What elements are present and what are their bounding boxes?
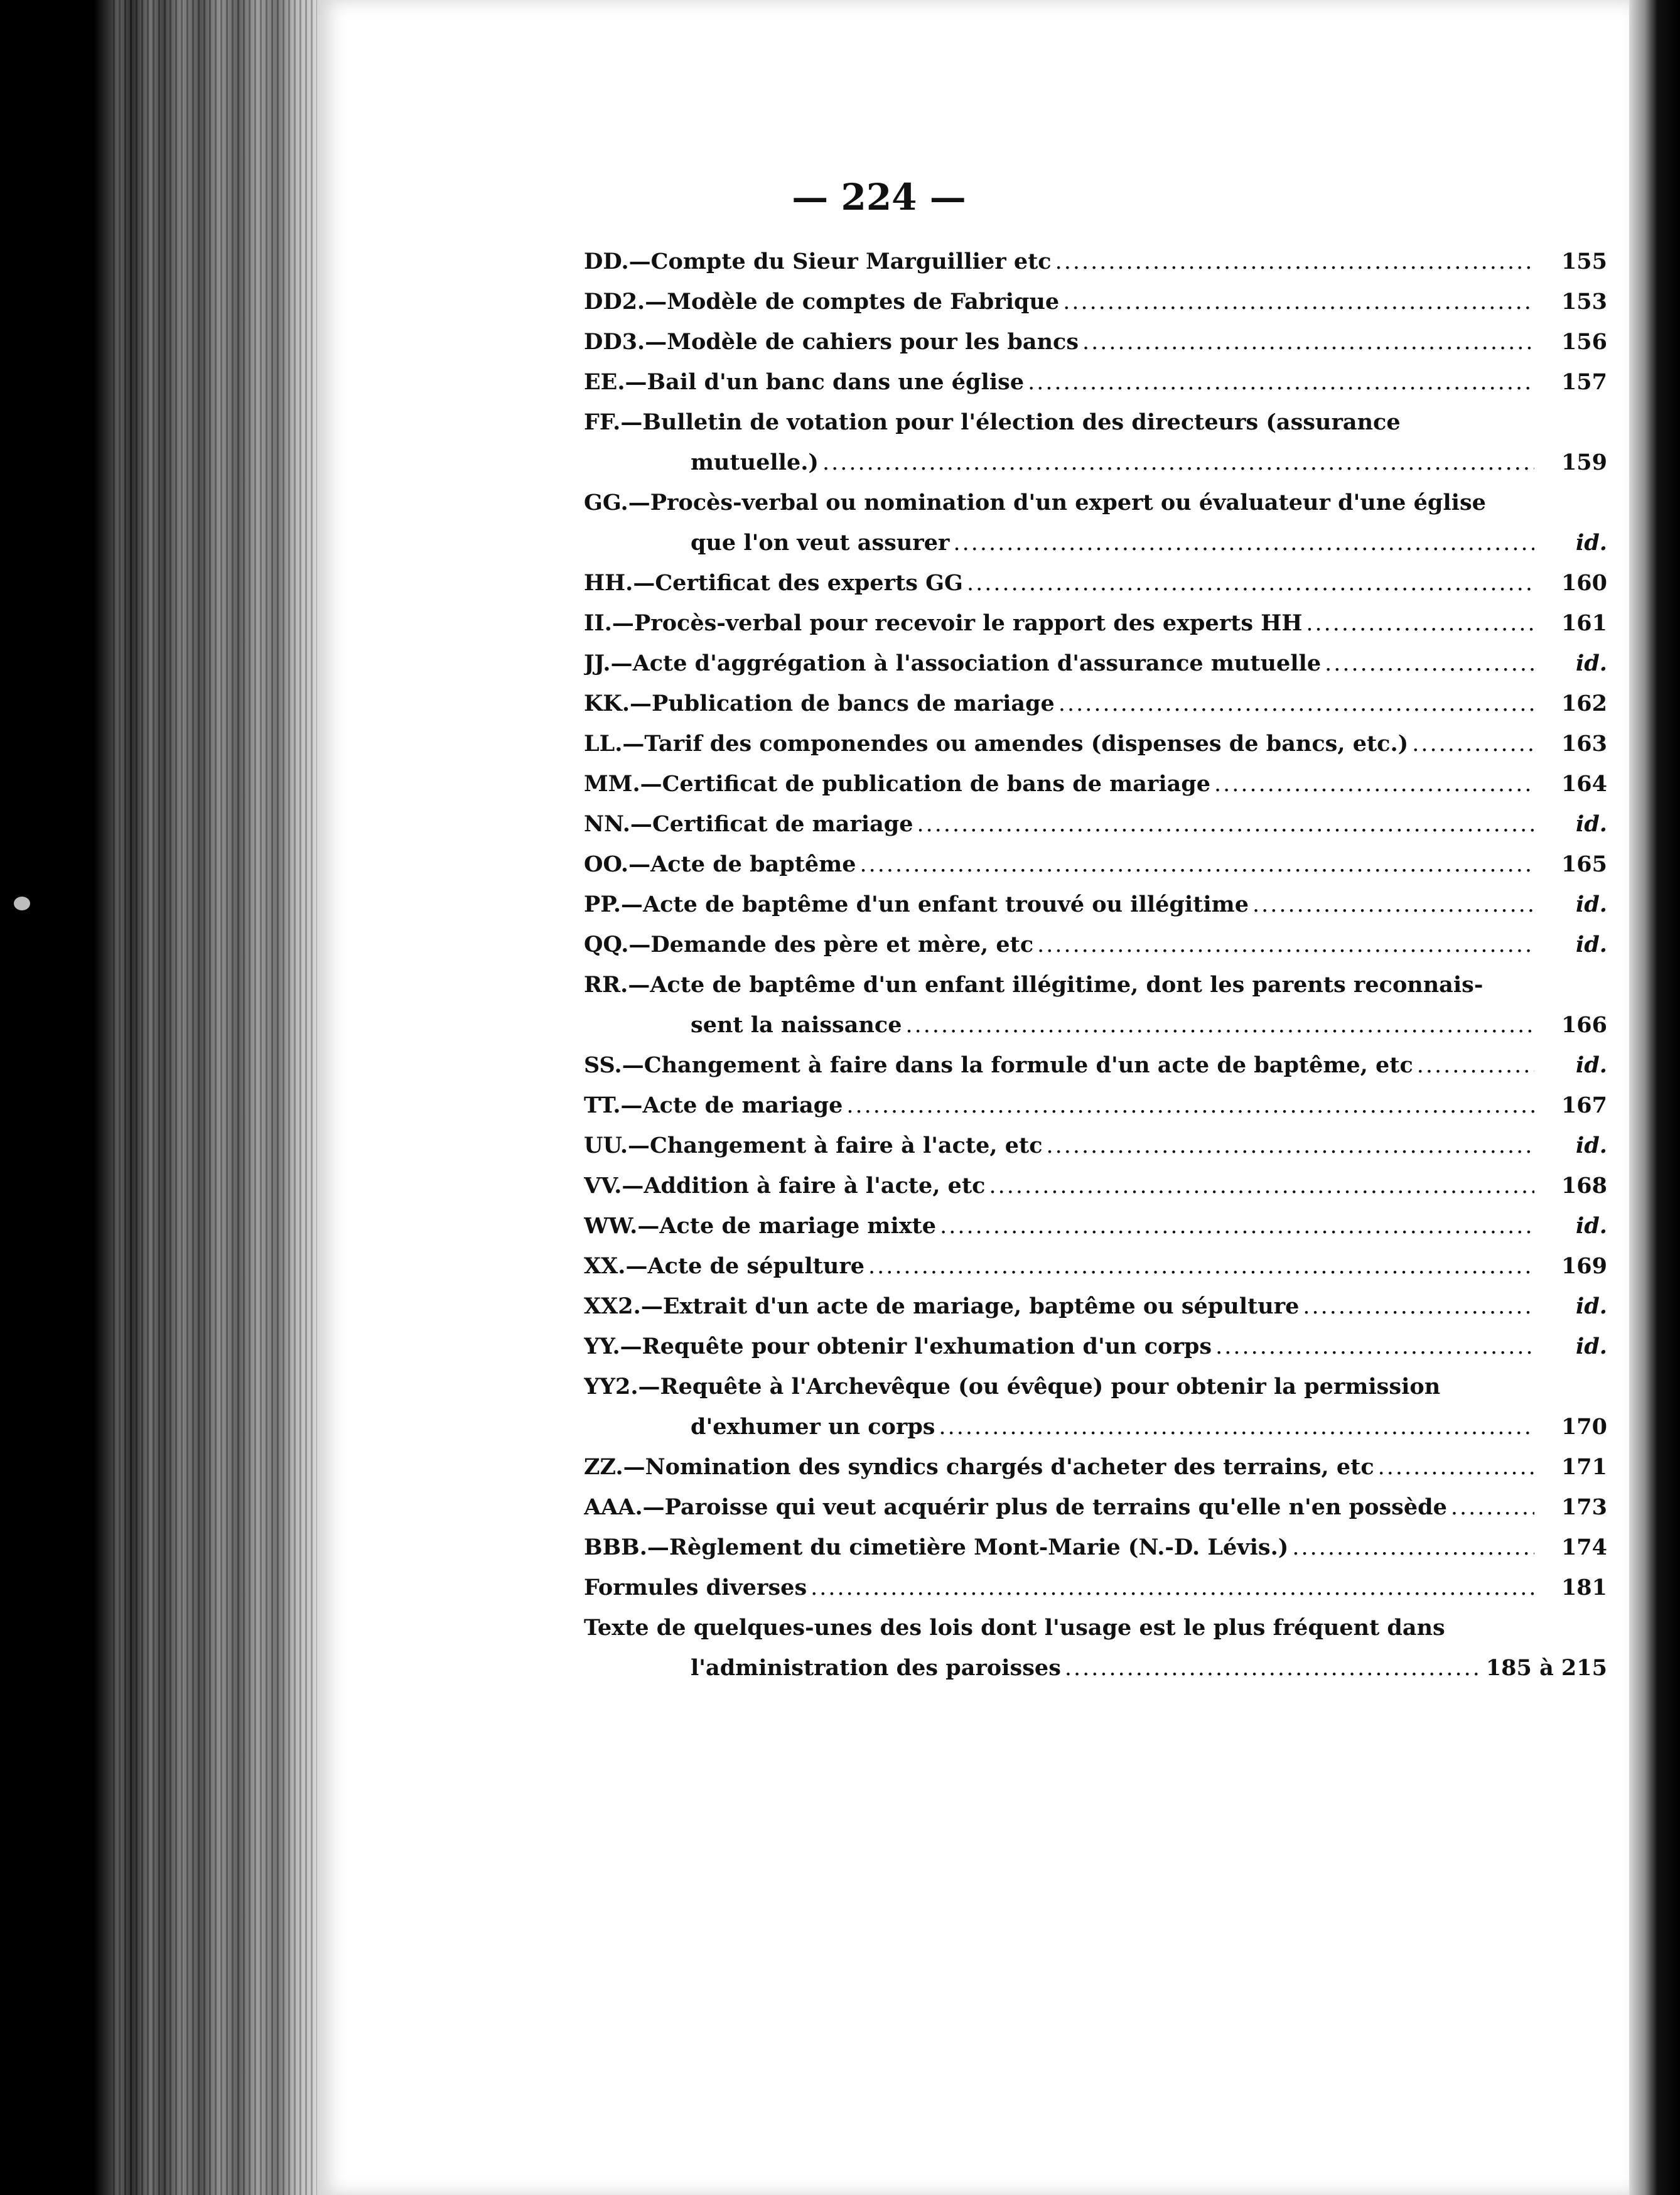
dot-leader xyxy=(846,1086,1534,1126)
dot-leader xyxy=(860,844,1535,885)
dot-leader xyxy=(1417,1045,1534,1086)
toc-entry xyxy=(584,1086,1607,1126)
dot-leader xyxy=(810,1568,1534,1608)
entry-page: 156 xyxy=(1561,329,1607,355)
toc-entry-line xyxy=(584,322,1607,362)
entry-code: KK.— xyxy=(584,691,652,716)
dot-leader xyxy=(822,443,1534,483)
toc-entry xyxy=(584,1206,1607,1246)
dot-leader xyxy=(1047,1126,1534,1166)
entry-code: QQ.— xyxy=(584,932,651,957)
entry-text: Requête à l'Archevêque (ou évêque) pour obtenir la permission xyxy=(660,1374,1441,1400)
dot-leader xyxy=(1378,1447,1534,1487)
entry-text: Bail d'un banc dans une église xyxy=(647,369,1025,395)
dot-leader xyxy=(1058,684,1534,724)
entry-page: 157 xyxy=(1561,369,1607,395)
dot-leader xyxy=(1325,644,1534,684)
entry-text: Extrait d'un acte de mariage, baptême ou sépulture xyxy=(662,1293,1300,1319)
toc-entry-line xyxy=(584,925,1607,965)
entry-text-continued: mutuelle.) xyxy=(691,450,819,475)
dot-leader xyxy=(1063,282,1534,322)
entry-text: Modèle de cahiers pour les bancs xyxy=(667,329,1079,355)
entry-page: 170 xyxy=(1561,1414,1607,1440)
entry-page: 153 xyxy=(1561,289,1607,315)
toc-entry-continuation xyxy=(584,523,1607,563)
toc-entry-line xyxy=(584,1487,1607,1528)
toc-entry xyxy=(584,282,1607,322)
entry-code: DD3.— xyxy=(584,329,667,355)
entry-text: Acte de baptême d'un enfant illégitime, dont les parents reconnais- xyxy=(650,972,1483,998)
toc-entry-line xyxy=(584,724,1607,764)
toc-entry-line xyxy=(584,844,1607,885)
entry-page: id. xyxy=(1576,1052,1607,1078)
entry-text: Acte de mariage mixte xyxy=(659,1213,937,1239)
entry-page: 185 à 215 xyxy=(1485,1655,1607,1681)
entry-page: 162 xyxy=(1561,691,1607,716)
toc-entry xyxy=(584,603,1607,644)
entry-code: WW.— xyxy=(584,1213,660,1239)
entry-code: SS.— xyxy=(584,1052,644,1078)
toc-entry xyxy=(584,563,1607,603)
toc-entry-line xyxy=(584,1246,1607,1286)
toc-entry xyxy=(584,804,1607,844)
entry-text: Formules diverses xyxy=(584,1575,807,1600)
entry-page: 160 xyxy=(1561,570,1607,596)
entry-code: UU.— xyxy=(584,1133,650,1158)
dot-leader xyxy=(1215,1327,1534,1367)
toc-entry-line xyxy=(584,1528,1607,1568)
entry-text-continued: que l'on veut assurer xyxy=(691,530,950,556)
toc-entry xyxy=(584,1447,1607,1487)
toc-entry-continuation xyxy=(584,1005,1607,1045)
entry-page: id. xyxy=(1576,892,1607,917)
dot-leader xyxy=(1303,1286,1534,1327)
toc-entry-line xyxy=(584,563,1607,603)
dot-leader xyxy=(1252,885,1534,925)
entry-code: EE.— xyxy=(584,369,647,395)
toc-entry-line xyxy=(584,965,1607,1005)
toc-entry xyxy=(584,1327,1607,1367)
dot-leader xyxy=(1065,1648,1478,1688)
toc-entry-line xyxy=(584,1327,1607,1367)
entry-text: Modèle de comptes de Fabrique xyxy=(667,289,1060,315)
entry-code: GG.— xyxy=(584,490,650,515)
dot-leader xyxy=(1214,764,1534,804)
toc-entry-line xyxy=(584,1166,1607,1206)
entry-code: ZZ.— xyxy=(584,1454,645,1480)
entry-text: Acte de sépulture xyxy=(647,1253,865,1279)
toc-entry xyxy=(584,925,1607,965)
entry-text: Certificat de publication de bans de mariage xyxy=(662,771,1211,797)
toc-entry xyxy=(584,322,1607,362)
entry-page: 165 xyxy=(1561,851,1607,877)
entry-text: Compte du Sieur Marguillier etc xyxy=(650,249,1052,274)
entry-page: 171 xyxy=(1561,1454,1607,1480)
entry-text: Certificat de mariage xyxy=(652,811,913,837)
toc-entry xyxy=(584,844,1607,885)
entry-page: 159 xyxy=(1561,450,1607,475)
dot-leader xyxy=(1037,925,1534,965)
entry-page: id. xyxy=(1576,650,1607,676)
page-number: — 224 — xyxy=(792,176,966,218)
entry-code: BBB.— xyxy=(584,1534,669,1560)
dot-leader xyxy=(917,804,1534,844)
entry-text: Paroisse qui veut acquérir plus de terrains qu'elle n'en possède xyxy=(664,1494,1447,1520)
toc-entry xyxy=(584,1045,1607,1086)
entry-page: 164 xyxy=(1561,771,1607,797)
entry-code: RR.— xyxy=(584,972,650,998)
page-edges xyxy=(113,0,320,2195)
entry-code: II.— xyxy=(584,610,634,636)
scan-blemish xyxy=(14,897,30,910)
entry-page: id. xyxy=(1576,932,1607,957)
entry-text: Tarif des componendes ou amendes (dispenses de bancs, etc.) xyxy=(644,731,1409,757)
toc-entry-line xyxy=(584,885,1607,925)
entry-page: id. xyxy=(1576,1293,1607,1319)
toc-entry-continuation xyxy=(584,1648,1607,1688)
toc-entry-line xyxy=(584,362,1607,402)
entry-code: YY.— xyxy=(584,1334,642,1359)
entry-page: 167 xyxy=(1561,1092,1607,1118)
toc-entry xyxy=(584,764,1607,804)
toc-entry xyxy=(584,1246,1607,1286)
entry-text: Acte de mariage xyxy=(642,1092,843,1118)
toc-entry-line xyxy=(584,1367,1607,1407)
toc-entry xyxy=(584,362,1607,402)
toc-entry xyxy=(584,724,1607,764)
dot-leader xyxy=(905,1005,1534,1045)
toc-entry xyxy=(584,483,1607,563)
toc-entry xyxy=(584,1166,1607,1206)
toc-entry-line xyxy=(584,1286,1607,1327)
dot-leader xyxy=(939,1407,1535,1447)
toc-entry xyxy=(584,1487,1607,1528)
toc-entry xyxy=(584,1528,1607,1568)
entry-page: 168 xyxy=(1561,1173,1607,1199)
toc-entry-line xyxy=(584,282,1607,322)
entry-page: 161 xyxy=(1561,610,1607,636)
entry-page: id. xyxy=(1576,1334,1607,1359)
entry-text-continued: l'administration des paroisses xyxy=(691,1655,1061,1681)
toc-entry xyxy=(584,644,1607,684)
entry-code: OO.— xyxy=(584,851,651,877)
entry-text-continued: sent la naissance xyxy=(691,1012,902,1038)
entry-page: 169 xyxy=(1561,1253,1607,1279)
toc-entry-line xyxy=(584,1126,1607,1166)
toc-entry xyxy=(584,402,1607,483)
entry-text: Changement à faire dans la formule d'un acte de baptême, etc xyxy=(643,1052,1413,1078)
dot-leader xyxy=(989,1166,1534,1206)
right-margin-edge xyxy=(1629,0,1680,2195)
entry-text: Règlement du cimetière Mont-Marie (N.-D. Lévis.) xyxy=(669,1534,1289,1560)
toc-entry-line xyxy=(584,684,1607,724)
entry-text: Procès-verbal ou nomination d'un expert ou évaluateur d'une église xyxy=(650,490,1486,515)
dot-leader xyxy=(1028,362,1534,402)
toc-entry-line xyxy=(584,1086,1607,1126)
entry-text: Acte de baptême xyxy=(650,851,856,877)
entry-code: MM.— xyxy=(584,771,662,797)
entry-page: id. xyxy=(1576,1213,1607,1239)
dot-leader xyxy=(1451,1487,1534,1528)
toc-entry-continuation xyxy=(584,443,1607,483)
dot-leader xyxy=(967,563,1534,603)
entry-page: 181 xyxy=(1561,1575,1607,1600)
entry-code: XX.— xyxy=(584,1253,648,1279)
entry-text: Bulletin de votation pour l'élection des directeurs (assurance xyxy=(642,409,1401,435)
toc-entry-line xyxy=(584,1045,1607,1086)
toc-entry-line xyxy=(584,764,1607,804)
entry-page: id. xyxy=(1576,1133,1607,1158)
entry-code: LL.— xyxy=(584,731,645,757)
toc-entry xyxy=(584,1367,1607,1447)
dot-leader xyxy=(1055,242,1534,282)
entry-text: Procès-verbal pour recevoir le rapport des experts HH xyxy=(633,610,1303,636)
entry-code: VV.— xyxy=(584,1173,644,1199)
toc-entry-line xyxy=(584,644,1607,684)
toc-entry xyxy=(584,242,1607,282)
entry-text: Demande des père et mère, etc xyxy=(650,932,1034,957)
entry-code: YY2.— xyxy=(584,1374,660,1400)
entry-page: 163 xyxy=(1561,731,1607,757)
entry-page: 155 xyxy=(1561,249,1607,274)
entry-code: DD.— xyxy=(584,249,651,274)
dot-leader xyxy=(1082,322,1534,362)
entry-page: id. xyxy=(1576,530,1607,556)
toc-entry xyxy=(584,684,1607,724)
dot-leader xyxy=(953,523,1534,563)
toc-entry-line xyxy=(584,1447,1607,1487)
toc-entry xyxy=(584,1608,1607,1688)
toc-entry xyxy=(584,1286,1607,1327)
entry-text: Addition à faire à l'acte, etc xyxy=(643,1173,986,1199)
table-of-contents xyxy=(584,242,1607,1688)
entry-code: DD2.— xyxy=(584,289,667,315)
toc-entry xyxy=(584,885,1607,925)
entry-text: Texte de quelques-unes des lois dont l'usage est le plus fréquent dans xyxy=(584,1615,1445,1641)
dot-leader xyxy=(1306,603,1534,644)
entry-code: JJ.— xyxy=(584,650,633,676)
toc-entry xyxy=(584,965,1607,1045)
entry-text: Publication de bancs de mariage xyxy=(652,691,1055,716)
toc-entry-line xyxy=(584,603,1607,644)
toc-entry-continuation xyxy=(584,1407,1607,1447)
toc-entry-line xyxy=(584,402,1607,443)
toc-entry-line xyxy=(584,804,1607,844)
entry-text: Acte d'aggrégation à l'association d'assurance mutuelle xyxy=(632,650,1322,676)
entry-code: PP.— xyxy=(584,892,643,917)
entry-page: id. xyxy=(1576,811,1607,837)
entry-code: XX2.— xyxy=(584,1293,663,1319)
entry-code: AAA.— xyxy=(584,1494,665,1520)
toc-entry-line xyxy=(584,242,1607,282)
toc-entry-line xyxy=(584,483,1607,523)
entry-text: Acte de baptême d'un enfant trouvé ou illégitime xyxy=(643,892,1249,917)
toc-entry xyxy=(584,1126,1607,1166)
toc-entry xyxy=(584,1568,1607,1608)
entry-page: 166 xyxy=(1561,1012,1607,1038)
dot-leader xyxy=(1292,1528,1534,1568)
entry-text-continued: d'exhumer un corps xyxy=(691,1414,935,1440)
entry-text: Requête pour obtenir l'exhumation d'un corps xyxy=(642,1334,1212,1359)
entry-code: FF.— xyxy=(584,409,643,435)
toc-entry-line xyxy=(584,1608,1607,1648)
entry-page: 174 xyxy=(1561,1534,1607,1560)
entry-code: HH.— xyxy=(584,570,655,596)
toc-entry-line xyxy=(584,1568,1607,1608)
dot-leader xyxy=(940,1206,1534,1246)
entry-page: 173 xyxy=(1561,1494,1607,1520)
entry-text: Nomination des syndics chargés d'acheter des terrains, etc xyxy=(645,1454,1374,1480)
entry-code: TT.— xyxy=(584,1092,643,1118)
toc-entry-line xyxy=(584,1206,1607,1246)
entry-text: Changement à faire à l'acte, etc xyxy=(650,1133,1043,1158)
entry-text: Certificat des experts GG xyxy=(655,570,963,596)
dot-leader xyxy=(1412,724,1534,764)
entry-code: NN.— xyxy=(584,811,652,837)
dot-leader xyxy=(868,1246,1534,1286)
